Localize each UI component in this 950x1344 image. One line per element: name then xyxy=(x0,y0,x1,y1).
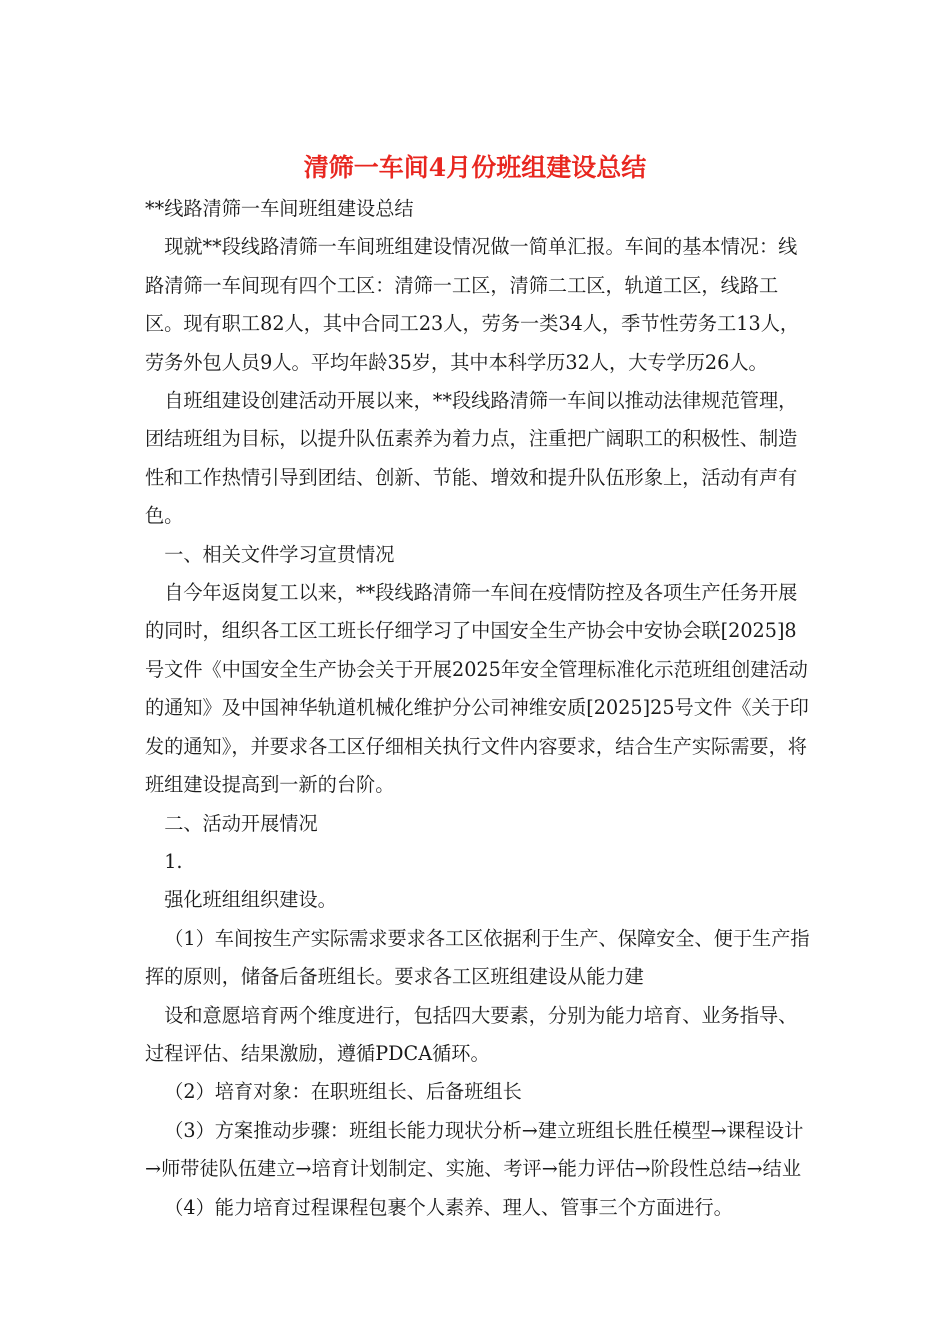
section-heading: 二、活动开展情况 xyxy=(164,811,318,835)
list-number: 1. xyxy=(164,849,183,873)
paragraph: 强化班组组织建设。 xyxy=(164,888,337,912)
paragraph: 自今年返岗复工以来，**段线路清筛一车间在疫情防控及各项生产任务开展的同时，组织各工区工班长仔细学习了中国安全生产协会中安协会联[2025]8号文件《中国安全生产协会关于开展2025年安全管理标准化示范班组创建活动的通知》及中国神华轨道机械化维护分公司神维安质[2025]25号文件《关于印发的通知》，并要求各工区仔细相关执行文件内容要求，结合生产实际需要，将班组建设提高到一新的台阶。 xyxy=(145,581,809,797)
paragraph: 自班组建设创建活动开展以来，**段线路清筛一车间以推动法律规范管理，团结班组为目标，以提升队伍素养为着力点，注重把广阔职工的积极性、制造性和工作热情引导到团结、创新、节能、增效和提升队伍形象上，活动有声有色。 xyxy=(145,389,798,528)
section-heading: 一、相关文件学习宣贯情况 xyxy=(164,542,395,566)
list-item: （2）培育对象：在职班组长、后备班组长 xyxy=(164,1080,522,1104)
list-item: （3）方案推动步骤：班组长能力现状分析→建立班组长胜任模型→课程设计→师带徒队伍建立→培育计划制定、实施、考评→能力评估→阶段性总结→结业 xyxy=(145,1118,804,1181)
paragraph: 现就**段线路清筛一车间班组建设情况做一简单汇报。车间的基本情况：线路清筛一车间现有四个工区：清筛一工区，清筛二工区，轨道工区，线路工区。现有职工82人，其中合同工23人，劳务一类34人，季节性劳务工13人，劳务外包人员9人。平均年龄35岁，其中本科学历32人，大专学历26人。 xyxy=(145,235,800,374)
list-item: （1）车间按生产实际需求要求各工区依据利于生产、保障安全、便于生产指挥的原则，储备后备班组长。要求各工区班组建设从能力建 xyxy=(145,926,810,989)
document-body xyxy=(145,190,815,1227)
paragraph: 设和意愿培育两个维度进行，包括四大要素，分别为能力培育、业务指导、过程评估、结果激励，遵循PDCA循环。 xyxy=(145,1003,798,1065)
list-item: （4）能力培育过程课程包裹个人素养、理人、管事三个方面进行。 xyxy=(164,1195,733,1219)
paragraph: **线路清筛一车间班组建设总结 xyxy=(145,197,414,220)
document-title: 清筛一车间4月份班组建设总结 xyxy=(303,153,647,182)
